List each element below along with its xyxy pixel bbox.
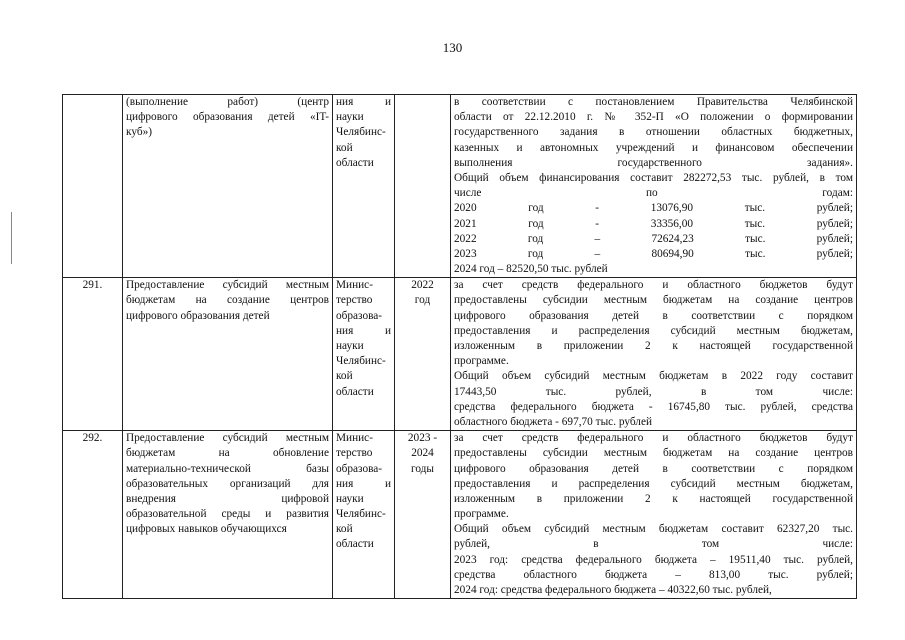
cell-line: средства федерального бюджета - 16745,80 тыс. рублей, средства xyxy=(454,400,853,413)
cell-line: внедрения цифровой xyxy=(126,492,329,505)
cell-line: цифрового образования детей в соответствии с порядком xyxy=(454,309,853,322)
cell-line: терство xyxy=(336,294,373,307)
table-row xyxy=(63,278,857,431)
cell-line: Челябинс- xyxy=(336,508,386,521)
cell-line: изложенным в приложении 2 к настоящей государственной xyxy=(454,340,853,353)
cell-line: 2024 год – 82520,50 тыс. рублей xyxy=(454,263,608,276)
cell-line: области xyxy=(336,156,374,169)
cell-line: кой xyxy=(336,523,353,536)
cell-line: предоставлены субсидии местным бюджетам на создание центров xyxy=(454,294,853,307)
cell-line: цифрового образования детей «IT- xyxy=(126,111,329,124)
cell-line: 2024 год: средства федерального бюджета – 40322,60 тыс. рублей, xyxy=(454,584,772,597)
cell-line: образовательных организаций для xyxy=(126,477,329,490)
cell-line: бюджетам на обновление xyxy=(126,447,329,460)
cell-line: рублей, в том числе: xyxy=(454,538,853,551)
cell-line: ния и xyxy=(336,324,391,337)
cell-line: Предоставление субсидий местным xyxy=(126,432,329,445)
cell-line: программе. xyxy=(454,355,509,368)
cell-line: области xyxy=(336,538,374,551)
program-activities-table xyxy=(62,94,857,599)
description xyxy=(451,278,857,431)
cell-line: 2020 год - 13076,90 тыс. рублей; xyxy=(454,202,853,215)
cell-line: 2024 xyxy=(411,447,434,460)
cell-line: предоставления и распределения субсидий местным бюджетам, xyxy=(454,324,853,337)
cell-line: государственного задания в отношении областных бюджетных, xyxy=(454,126,853,139)
cell-line: науки xyxy=(336,340,364,353)
cell-line: кой xyxy=(336,370,353,383)
cell-line: образовательной среды и развития xyxy=(126,508,329,521)
cell-line: программе. xyxy=(454,508,509,521)
cell-line: 2022 год – 72624,23 тыс. рублей; xyxy=(454,232,853,245)
cell-line: Минис- xyxy=(336,432,373,445)
cell-line: предоставления и распределения субсидий местным бюджетам, xyxy=(454,477,853,490)
table-row xyxy=(63,431,857,599)
cell-line: ния и xyxy=(336,477,391,490)
executor xyxy=(333,95,395,278)
cell-line: образова- xyxy=(336,309,383,322)
period xyxy=(395,95,451,278)
cell-line: областного бюджета - 697,70 тыс. рублей xyxy=(454,415,653,428)
cell-line: области от 22.12.2010 г. № 352-П «О положении о формировании xyxy=(454,111,853,124)
cell-line: в соответствии с постановлением Правительства Челябинской xyxy=(454,96,853,108)
cell-line: 2023 год: средства федерального бюджета – 19511,40 тыс. рублей, xyxy=(454,553,853,566)
cell-line: цифрового образования детей в соответствии с порядком xyxy=(454,462,853,475)
period xyxy=(395,278,451,431)
cell-line: Предоставление субсидий местным xyxy=(126,279,329,292)
cell-line: Общий объем субсидий местным бюджетам в 2022 году составит xyxy=(454,370,853,383)
cell-line: цифрового образования детей xyxy=(126,309,270,322)
cell-line: науки xyxy=(336,111,364,124)
cell-line: год xyxy=(414,294,431,307)
margin-binding-line xyxy=(11,212,12,264)
activity-name xyxy=(123,95,333,278)
description xyxy=(451,431,857,599)
cell-line: терство xyxy=(336,447,373,460)
cell-line: Общий объем финансирования составит 282272,53 тыс. рублей, в том xyxy=(454,171,853,184)
row-number: 292. xyxy=(63,431,123,599)
cell-line: выполнения государственного задания». xyxy=(454,156,853,169)
activity-name xyxy=(123,278,333,431)
cell-line: 2021 год - 33356,00 тыс. рублей; xyxy=(454,217,853,230)
cell-line: Минис- xyxy=(336,279,373,292)
cell-line: науки xyxy=(336,492,364,505)
period xyxy=(395,431,451,599)
cell-line: цифровых навыков обучающихся xyxy=(126,523,287,536)
activity-name xyxy=(123,431,333,599)
cell-line: предоставлены субсидии местным бюджетам на создание центров xyxy=(454,447,853,460)
cell-line: 2023 год – 80694,90 тыс. рублей; xyxy=(454,247,853,260)
cell-line: годы xyxy=(410,462,434,475)
cell-line: средства областного бюджета – 813,00 тыс. рублей; xyxy=(454,568,853,581)
cell-line: (выполнение работ) (центр xyxy=(126,96,329,108)
cell-line: Общий объем субсидий местным бюджетам составит 62327,20 тыс. xyxy=(454,523,853,536)
cell-line: изложенным в приложении 2 к настоящей государственной xyxy=(454,492,853,505)
cell-line: образова- xyxy=(336,462,383,475)
page-number: 130 xyxy=(442,40,463,55)
cell-line: материально-технической базы xyxy=(126,462,329,475)
cell-line: за счет средств федерального и областного бюджетов будут xyxy=(454,279,853,292)
cell-line: ния и xyxy=(336,96,391,108)
cell-line: Челябинс- xyxy=(336,355,386,368)
cell-line: бюджетам на создание центров xyxy=(126,294,329,307)
table-row xyxy=(63,95,857,278)
executor xyxy=(333,278,395,431)
cell-line: числе по годам: xyxy=(454,187,853,200)
cell-line: Челябинс- xyxy=(336,126,386,139)
cell-line: казенных и автономных учреждений и финансовом обеспечении xyxy=(454,141,853,154)
cell-line: 17443,50 тыс. рублей, в том числе: xyxy=(454,385,853,398)
row-number: 291. xyxy=(63,278,123,431)
cell-line: 2023 - xyxy=(407,432,438,445)
cell-line: кой xyxy=(336,141,353,154)
cell-line: за счет средств федерального и областного бюджетов будут xyxy=(454,432,853,445)
cell-line: куб») xyxy=(126,126,152,139)
executor xyxy=(333,431,395,599)
description xyxy=(451,95,857,278)
row-number xyxy=(63,95,123,278)
cell-line: области xyxy=(336,385,374,398)
cell-line: 2022 xyxy=(411,279,434,292)
